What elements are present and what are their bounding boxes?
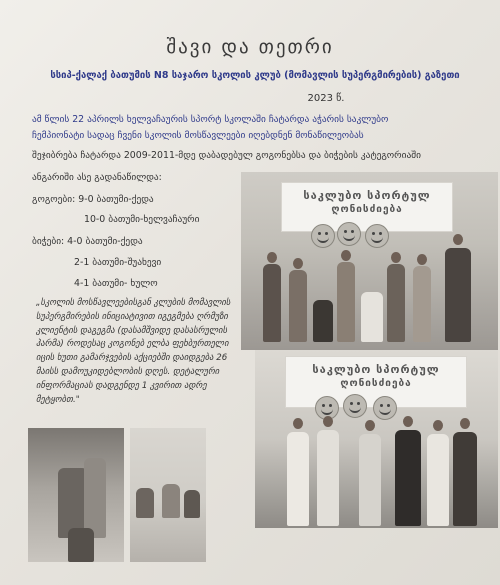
page-title: შავი და თეთრი — [166, 36, 334, 58]
team-photo-bottom — [255, 350, 498, 528]
person-figure — [287, 432, 309, 526]
person-head — [453, 234, 463, 245]
person-head — [341, 250, 351, 261]
announcement-quote: „სკოლის მოსწავლეებისგან კლუბის მომავლის სუპერგმირების ინიციატივით იგეგმება ღრმუზი კლიენტის დაგეგმა (დასამშვიდე დასასრულის ჰარმა) როდესაც კოგონებ ელბა ფეხბურთელი იცის ხუთი გამარჯვების აქციებში დაიდგება 26 მაისს დამოუკიდებლობის დღეს. დეტალური ინფორმაციას დადგენდე 1 კვირით ადრე მეტყობთ." — [36, 298, 231, 405]
person-figure — [263, 264, 281, 342]
activity-photo-right — [130, 428, 206, 562]
person-head — [323, 416, 333, 427]
person-figure — [184, 490, 200, 518]
person-head — [417, 254, 427, 265]
person-head — [433, 420, 443, 431]
smiley-decoration — [311, 224, 335, 248]
publication-year: 2023 წ. — [307, 93, 345, 104]
banner-bottom-line-2: ღონისძიება — [340, 378, 412, 389]
person-figure — [162, 484, 180, 518]
girls-result-1: გოგოები: 9-0 ბათუმი-ქედა — [32, 194, 154, 205]
smiley-decoration — [373, 396, 397, 420]
person-figure — [359, 434, 381, 526]
smiley-decoration — [365, 224, 389, 248]
intro-paragraph: ამ წლის 22 აპრილს ხელვაჩაურის სპორტ სკოლაში ჩატარდა აჭარის საკლუბო ჩემპიონატი სადაც ჩვენი სკოლის მოსწავლეები იღებდნენ მონაწილეობას — [32, 114, 389, 141]
boys-result-3: 4-1 ბათუმი- ხულო — [74, 278, 158, 289]
person-figure — [68, 528, 94, 562]
person-figure — [337, 262, 355, 342]
person-figure — [136, 488, 154, 518]
boys-result-2: 2-1 ბათუმი-შუახევი — [74, 257, 162, 268]
person-figure — [361, 292, 383, 342]
person-figure — [453, 432, 477, 526]
person-figure — [84, 458, 106, 538]
girls-result-2: 10-0 ბათუმი-ხელვაჩაური — [84, 214, 200, 225]
person-head — [403, 416, 413, 427]
person-head — [365, 420, 375, 431]
smiley-decoration — [337, 222, 361, 246]
competition-line: შეჯიბრება ჩატარდა 2009-2011-მდე დაბადებულ გოგონებსა და ბიჭების კატეგორიაში — [32, 150, 421, 161]
photo-banner-top — [281, 182, 453, 232]
person-figure — [387, 264, 405, 342]
activity-photo-left — [28, 428, 124, 562]
person-head — [391, 252, 401, 263]
person-head — [460, 418, 470, 429]
person-figure — [427, 434, 449, 526]
person-figure — [445, 248, 471, 342]
banner-top-line-1: საკლუბო სპორტულ — [303, 189, 431, 202]
person-figure — [313, 300, 333, 342]
person-figure — [289, 270, 307, 342]
person-head — [293, 418, 303, 429]
person-figure — [395, 430, 421, 526]
smiley-decoration — [343, 394, 367, 418]
banner-bottom-line-1: საკლუბო სპორტულ — [312, 363, 440, 376]
person-head — [267, 252, 277, 263]
team-photo-top — [241, 172, 498, 350]
person-figure — [317, 430, 339, 526]
results-header: ანგარიში ასე გადანაწილდა: — [32, 172, 162, 183]
banner-top-line-2: ღონისძიება — [331, 204, 403, 215]
person-head — [293, 258, 303, 269]
page-subtitle: სსიპ-ქალაქ ბათუმის N8 საჯარო სკოლის კლუბ (მომავლის სუპერგმირების) გაზეთი — [50, 70, 460, 81]
person-figure — [413, 266, 431, 342]
boys-result-1: ბიჭები: 4-0 ბათუმი-ქედა — [32, 236, 143, 247]
